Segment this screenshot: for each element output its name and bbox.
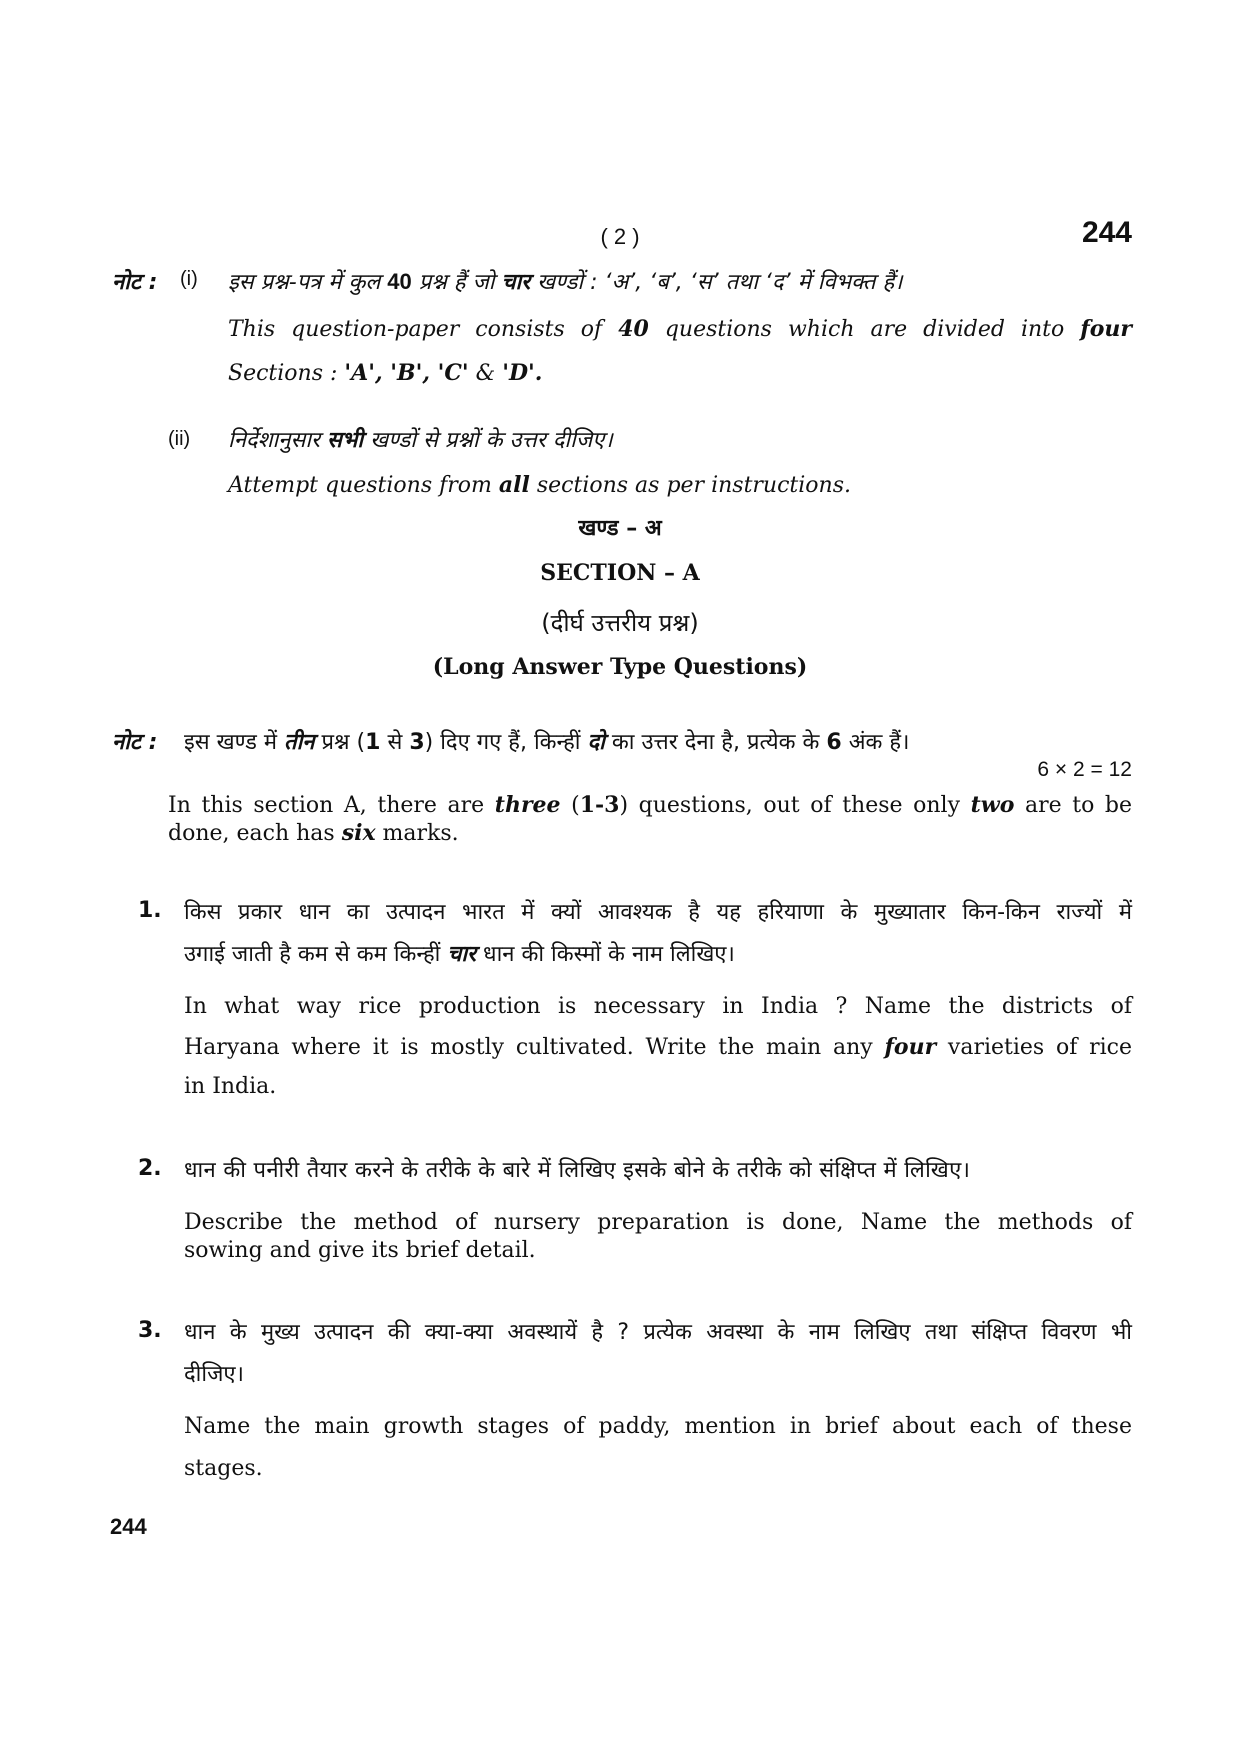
note-item-english-cont: Sections : 'A', 'B', 'C' & 'D'.	[228, 360, 543, 386]
section-hindi-title: खण्ड – अ	[578, 516, 662, 541]
note-item-num: (i)	[180, 268, 198, 290]
question-english: Describe the method of nursery preparation is done, Name the methods of	[184, 1210, 1132, 1235]
note-label: नोट :	[112, 270, 158, 295]
section-note-label: नोट :	[112, 730, 158, 755]
question-english-cont: in India.	[184, 1074, 277, 1099]
paper-code-header: 244	[1081, 216, 1132, 249]
question-number: 3.	[138, 1318, 162, 1343]
section-note-hindi: इस खण्ड में तीन प्रश्न (1 से 3) दिए गए हैं, किन्हीं दो का उत्तर देना है, प्रत्येक के 6 अंक हैं।	[184, 730, 910, 755]
question-hindi-cont: दीजिए।	[184, 1362, 244, 1387]
section-title: SECTION – A	[540, 560, 700, 586]
question-hindi: धान के मुख्य उत्पादन की क्या-क्या अवस्थायें है ? प्रत्येक अवस्था के नाम लिखिए तथा संक्षिप्त विवरण भी	[184, 1320, 1132, 1345]
question-english: Name the main growth stages of paddy, mention in brief about each of these	[184, 1414, 1132, 1439]
paper-code-footer: 244	[110, 1514, 147, 1539]
question-hindi: धान की पनीरी तैयार करने के तरीके के बारे में लिखिए इसके बोने के तरीके को संक्षिप्त में लिखिए।	[184, 1158, 971, 1183]
section-note-english: In this section A, there are three (1-3) questions, out of these only two are to be	[168, 792, 1133, 818]
question-english-cont: Haryana where it is mostly cultivated. Write the main any four varieties of rice	[184, 1034, 1132, 1060]
section-subtitle: (Long Answer Type Questions)	[432, 654, 808, 680]
note-item-hindi: निर्देशानुसार सभी खण्डों से प्रश्नों के उत्तर दीजिए।	[228, 428, 613, 453]
note-item-hindi: इस प्रश्न-पत्र में कुल 40 प्रश्न हैं जो चार खण्डों : ‘अ’, ‘ब’, ‘स’ तथा ‘द’ में विभक्त हैं।	[228, 269, 903, 295]
question-hindi: किस प्रकार धान का उत्पादन भारत में क्यों आवश्यक है यह हरियाणा के मुख्यातार किन-किन राज्यों में	[184, 900, 1132, 925]
question-english-cont: sowing and give its brief detail.	[184, 1238, 536, 1263]
question-english-cont: stages.	[184, 1456, 263, 1481]
question-number: 1.	[138, 898, 162, 923]
question-number: 2.	[138, 1156, 162, 1181]
question-english: In what way rice production is necessary in India ? Name the districts of	[184, 994, 1132, 1019]
note-item-num: (ii)	[168, 428, 191, 450]
section-hindi-subtitle: (दीर्घ उत्तरीय प्रश्न)	[541, 609, 699, 637]
note-item-english: Attempt questions from all sections as per instructions.	[228, 472, 851, 498]
note-item-english: This question-paper consists of 40 questions which are divided into four	[228, 316, 1132, 342]
section-marks: 6 × 2 = 12	[1037, 758, 1132, 781]
question-hindi-cont: उगाई जाती है कम से कम किन्हीं चार धान की किस्मों के नाम लिखिए।	[184, 942, 735, 967]
section-note-english-cont: done, each has six marks.	[168, 820, 459, 846]
page-marker: ( 2 )	[600, 224, 640, 249]
